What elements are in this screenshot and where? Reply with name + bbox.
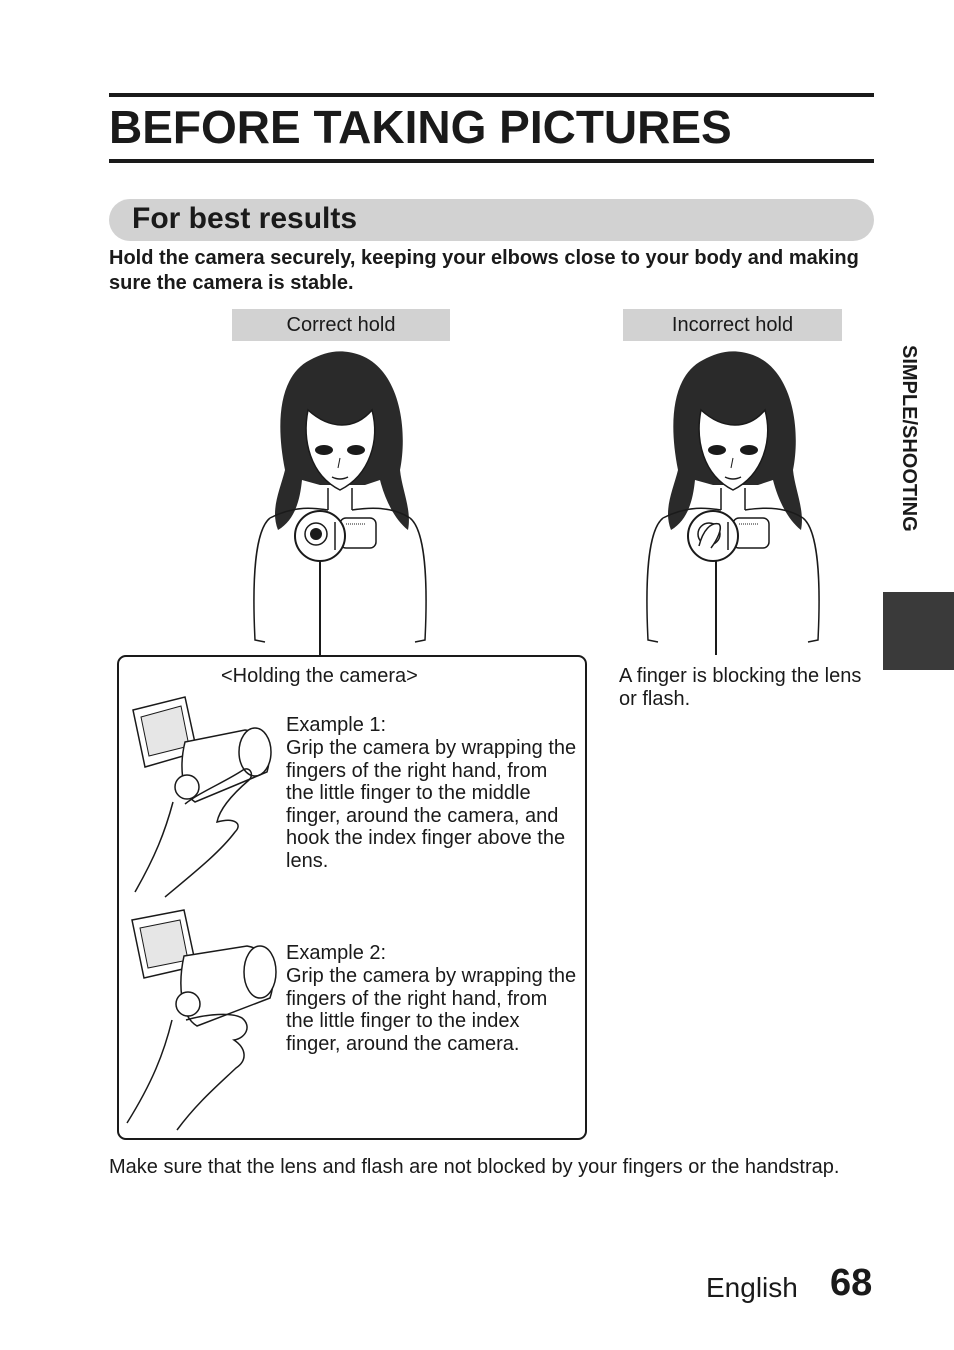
section-title: For best results: [132, 202, 358, 235]
example-1-camera-grip-illustration: [125, 692, 280, 902]
side-section-tab: [883, 592, 954, 670]
page-title: BEFORE TAKING PICTURES: [109, 101, 732, 153]
example-2-title: Example 2:: [286, 942, 387, 964]
title-bottom-rule: [109, 159, 874, 163]
incorrect-hold-caption: A finger is blocking the lens or flash.: [619, 665, 862, 710]
bottom-note: Make sure that the lens and flash are not blocked by your fingers or the handstrap.: [109, 1156, 840, 1178]
correct-hold-label: Correct hold: [232, 309, 450, 341]
footer-language: English: [706, 1272, 798, 1303]
example-2-text: Grip the camera by wrapping the fingers of the right hand, from the little finger to the index finger, around the camera.: [286, 965, 577, 1055]
example-1-title: Example 1:: [286, 714, 387, 736]
page-number: 68: [830, 1262, 873, 1304]
incorrect-hold-label: Incorrect hold: [623, 309, 842, 341]
incorrect-hold-illustration: [633, 350, 833, 660]
correct-hold-illustration: [240, 350, 440, 660]
side-section-label-text: SIMPLE/SHOOTING: [898, 345, 920, 532]
callout-heading: <Holding the camera>: [221, 665, 418, 687]
side-section-label: [888, 345, 928, 585]
example-1-text: Grip the camera by wrapping the fingers of the right hand, from the little finger to the middle finger, around the camera, and hook the index finger above the lens.: [286, 737, 577, 872]
title-top-rule: [109, 93, 874, 97]
example-2-camera-grip-illustration: [122, 908, 282, 1133]
intro-text: Hold the camera securely, keeping your elbows close to your body and making sure the camera is stable.: [109, 247, 859, 294]
